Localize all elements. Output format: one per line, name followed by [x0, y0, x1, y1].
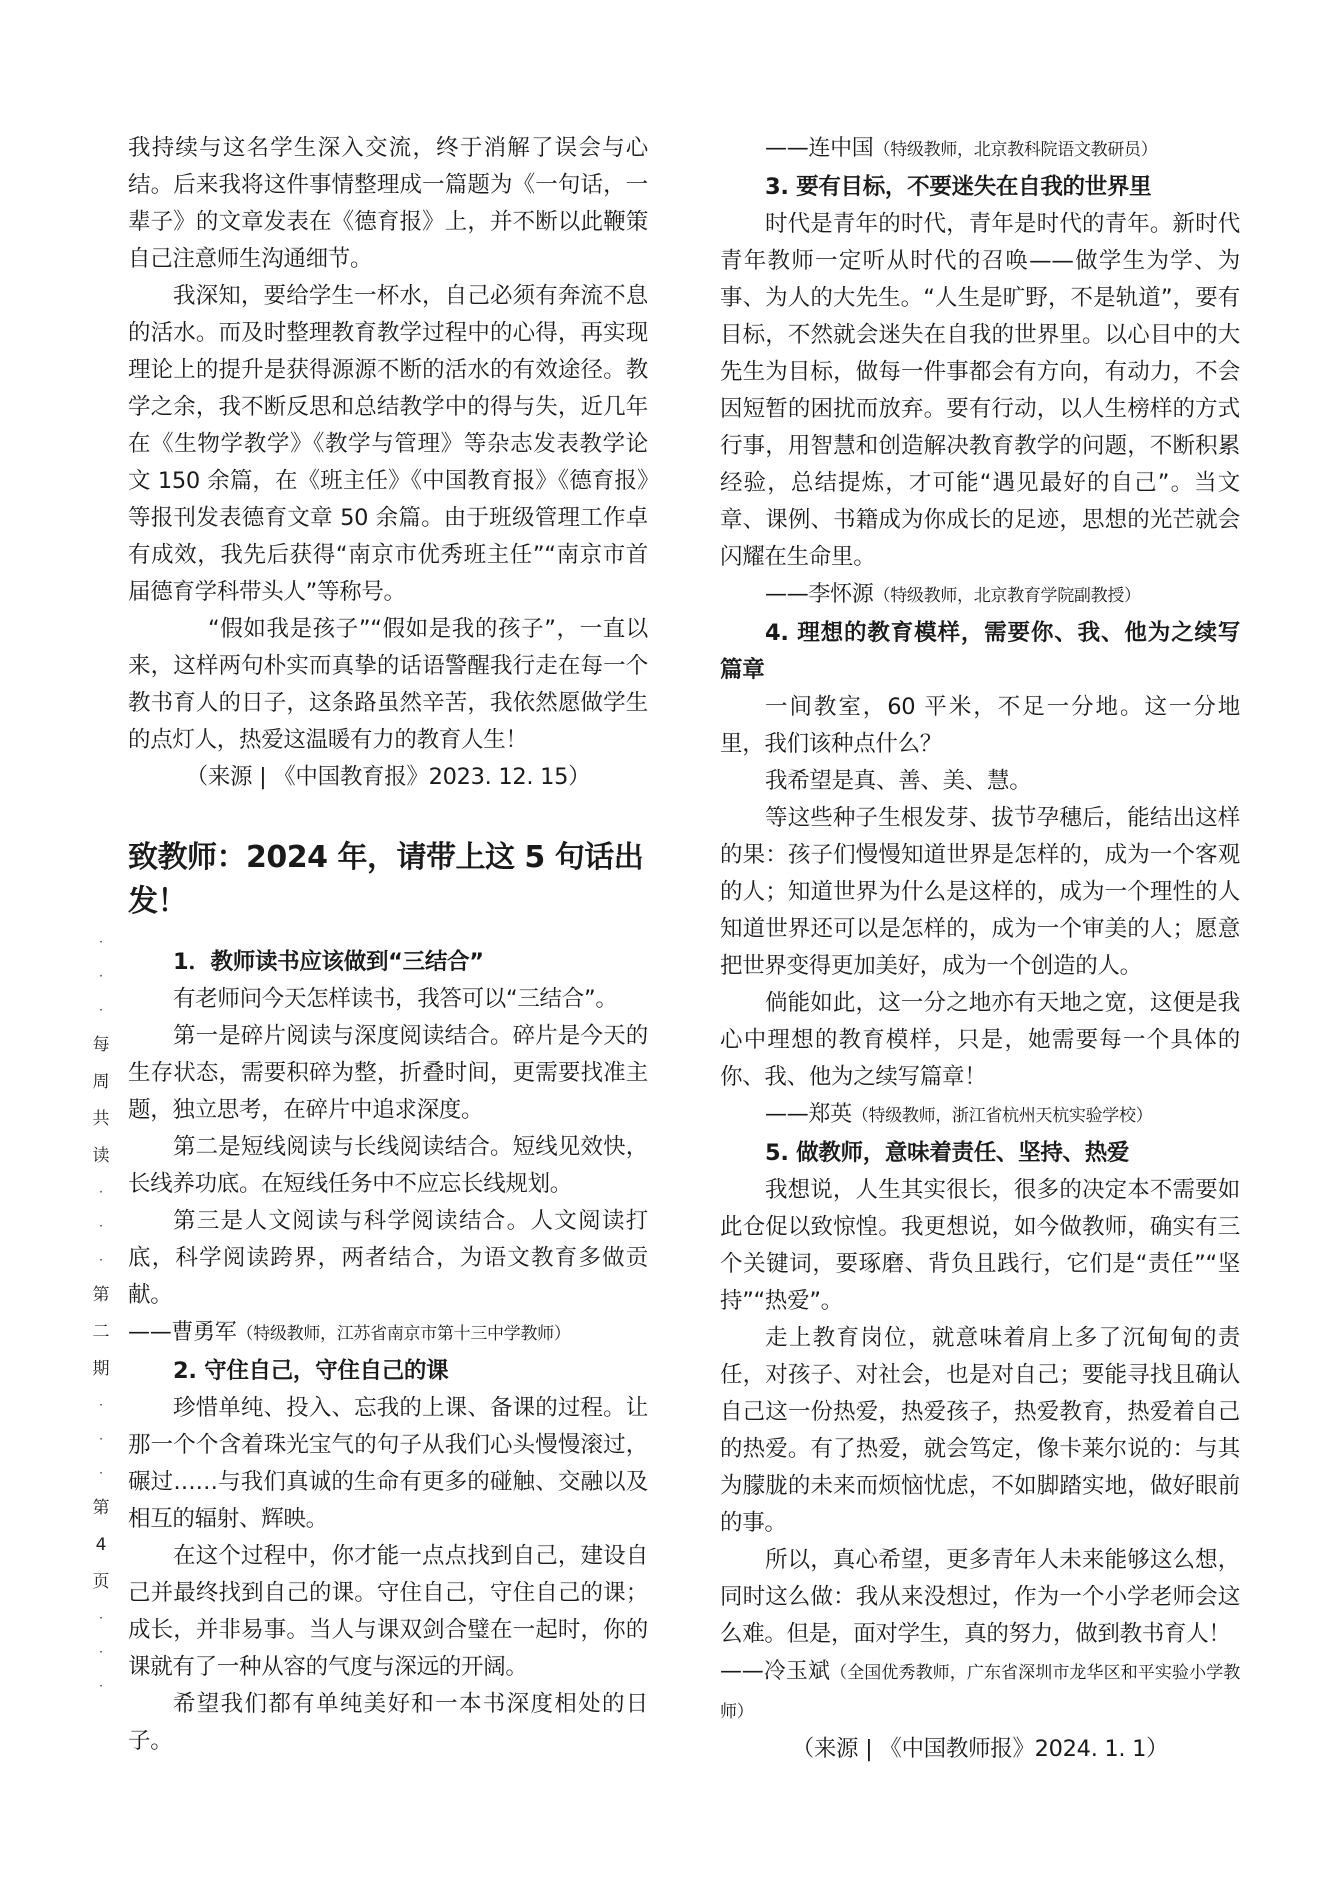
margin-char: 每 — [92, 1035, 110, 1055]
margin-char: 周 — [92, 1072, 110, 1092]
margin-dot: · — [99, 1432, 103, 1446]
margin-dot: · — [99, 1611, 103, 1625]
paragraph: 我希望是真、善、美、慧。 — [765, 768, 1032, 794]
section-heading: 4. 理想的教育模样，需要你、我、他为之续写篇章 — [720, 620, 1240, 683]
paragraph: 等这些种子生根发芽、拔节孕穗后，能结出这样的果：孩子们慢慢知道世界是怎样的，成为一个客观的人；知道世界为什么是这样的，成为一个理性的人 知道世界还可以是怎样的，成为一个审美的人；愿意把世界变得更加美好，成为一个创造的人。 — [720, 805, 1240, 979]
signature-name: ——曹勇军 — [128, 1320, 237, 1345]
margin-char: 二 — [92, 1322, 110, 1342]
section-heading: 1．教师读书应该做到“三结合” — [173, 949, 484, 975]
signature — [128, 1314, 648, 1353]
signature — [720, 1653, 1240, 1731]
signature — [720, 130, 1240, 169]
margin-dot: · — [99, 969, 103, 983]
margin-dot: · — [99, 1466, 103, 1480]
paragraph: 有老师问今天怎样读书，我答可以“三结合”。 — [173, 986, 618, 1012]
margin-dot: · — [99, 1398, 103, 1412]
article-title: 致教师：2024 年，请带上这 5 句话出发！ — [128, 840, 644, 919]
paragraph: 我想说，人生其实很长，很多的决定本不需要如此仓促以致惊惶。我更想说，如今做教师，确实有三个关键词，要琢磨、背负且践行，它们是“责任”“坚持”“热爱”。 — [720, 1177, 1240, 1314]
paragraph: 在这个过程中，你才能一点点找到自己，建设自己并最终找到自己的课。守住自己，守住自己的课；成长，并非易事。当人与课双剑合璧在一起时，你的课就有了一种从容的气度与深远的开阔。 — [128, 1543, 648, 1680]
paragraph: “假如我是孩子”“假如是我的孩子”，一直以来，这样两句朴实而真挚的话语警醒我行走在每一个教书育人的日子，这条路虽然辛苦，我依然愿做学生的点灯人，热爱这温暖有力的教育人生！ — [128, 616, 648, 753]
margin-char: 共 — [92, 1109, 110, 1129]
signature-title: （特级教师，北京教育学院副教授） — [873, 586, 1141, 606]
paragraph: 第二是短线阅读与长线阅读结合。短线见效快，长线养功底。在短线任务中不应忘长线规划。 — [128, 1134, 648, 1197]
section-heading: 5. 做教师，意味着责任、坚持、热爱 — [765, 1140, 1130, 1166]
signature-title: （全国优秀教师，广东省深圳市龙华区和平实验小学教师） — [720, 1663, 1240, 1722]
side-margin-label — [86, 925, 116, 1703]
margin-dot: · — [99, 1003, 103, 1017]
paragraph: 一间教室，60 平米，不足一分地。这一分地里，我们该种点什么？ — [720, 694, 1240, 757]
paragraph: 倘能如此，这一分之地亦有天地之宽，这便是我心中理想的教育模样，只是，她需要每一个具体的你、我、他为之续写篇章！ — [720, 990, 1240, 1090]
margin-dot: · — [99, 1645, 103, 1659]
signature — [720, 576, 1240, 615]
paragraph: 时代是青年的时代，青年是时代的青年。新时代青年教师一定听从时代的召唤——做学生为学、为事、为人的大先生。“人生是旷野，不是轨道”，要有目标，不然就会迷失在自我的世界里。以心目中的大先生为目标，做每一件事都会有方向，有动力，不会因短暂的困扰而放弃。要有行动，以人生榜样的方式行事，用智慧和创造解决教育教学的问题，不断积累经验，总结提炼，才可能“遇见最好的自己”。当文章、课例、书籍成为你成长的足迹，思想的光芒就会闪耀在生命里。 — [720, 211, 1240, 570]
source-citation: （来源 | 《中国教师报》2024. 1. 1） — [791, 1736, 1169, 1762]
paragraph: 我持续与这名学生深入交流，终于消解了误会与心结。后来我将这件事情整理成一篇题为《一句话，一辈子》的文章发表在《德育报》上，并不断以此鞭策自己注意师生沟通细节。 — [128, 135, 648, 272]
signature-name: ——李怀源 — [765, 582, 874, 607]
margin-dot: · — [99, 1219, 103, 1233]
source-citation: （来源 | 《中国教育报》2023. 12. 15） — [185, 764, 591, 790]
signature-title: （特级教师，江苏省南京市第十三中学教师） — [236, 1324, 571, 1344]
right-column — [720, 130, 1240, 1768]
section-heading: 2. 守住自己，守住自己的课 — [173, 1358, 449, 1384]
signature-title: （特级教师，北京教科院语文教研员） — [873, 140, 1158, 160]
signature-name: ——郑英 — [765, 1102, 852, 1127]
margin-dot: · — [99, 1185, 103, 1199]
paragraph: 第一是碎片阅读与深度阅读结合。碎片是今天的生存状态，需要积碎为整，折叠时间，更需要找准主题，独立思考，在碎片中追求深度。 — [128, 1023, 648, 1123]
signature — [720, 1096, 1240, 1135]
margin-dot: · — [99, 1679, 103, 1693]
signature-name: ——连中国 — [765, 136, 874, 161]
paragraph: 我深知，要给学生一杯水，自己必须有奔流不息的活水。而及时整理教育教学过程中的心得，再实现理论上的提升是获得源源不断的活水的有效途径。教学之余，我不断反思和总结教学中的得与失，近几年在《生物学教学》《教学与管理》等杂志发表教学论文 150 余篇，在《班主任》《中国教育报》《德育报》等报刊发表德育文章 50 余篇。由于班级管理工作卓有成效，我先后获得“南京市优秀班主任”“南京市首届德育学科带头人”等称号。 — [128, 283, 648, 605]
margin-char: 期 — [92, 1359, 110, 1379]
paragraph: 走上教育岗位，就意味着肩上多了沉甸甸的责任，对孩子、对社会，也是对自己；要能寻找且确认自己这一份热爱，热爱孩子，热爱教育，热爱着自己的热爱。有了热爱，就会笃定，像卡莱尔说的：与其为朦胧的未来而烦恼忧虑，不如脚踏实地，做好眼前的事。 — [720, 1325, 1240, 1536]
section-heading: 3. 要有目标，不要迷失在自我的世界里 — [765, 174, 1152, 200]
paragraph: 第三是人文阅读与科学阅读结合。人文阅读打底，科学阅读跨界，两者结合，为语文教育多做贡献。 — [128, 1208, 648, 1308]
left-column — [128, 130, 648, 1760]
margin-dot: · — [99, 1253, 103, 1267]
signature-name: ——冷玉斌 — [720, 1659, 831, 1684]
margin-char: 读 — [92, 1146, 110, 1166]
margin-char: 第 — [92, 1498, 110, 1518]
margin-dot: · — [99, 935, 103, 949]
margin-char: 4 — [95, 1535, 107, 1555]
signature-title: （特级教师，浙江省杭州天杭实验学校） — [851, 1106, 1153, 1126]
paragraph: 希望我们都有单纯美好和一本书深度相处的日子。 — [128, 1691, 648, 1754]
paragraph: 珍惜单纯、投入、忘我的上课、备课的过程。让那一个个含着珠光宝气的句子从我们心头慢慢滚过，碾过……与我们真诚的生命有更多的碰触、交融以及相互的辐射、辉映。 — [128, 1395, 648, 1532]
margin-char: 页 — [92, 1572, 110, 1592]
margin-char: 第 — [92, 1285, 110, 1305]
paragraph: 所以，真心希望，更多青年人未来能够这么想，同时这么做：我从来没想过，作为一个小学老师会这么难。但是，面对学生，真的努力，做到教书育人！ — [720, 1547, 1240, 1647]
